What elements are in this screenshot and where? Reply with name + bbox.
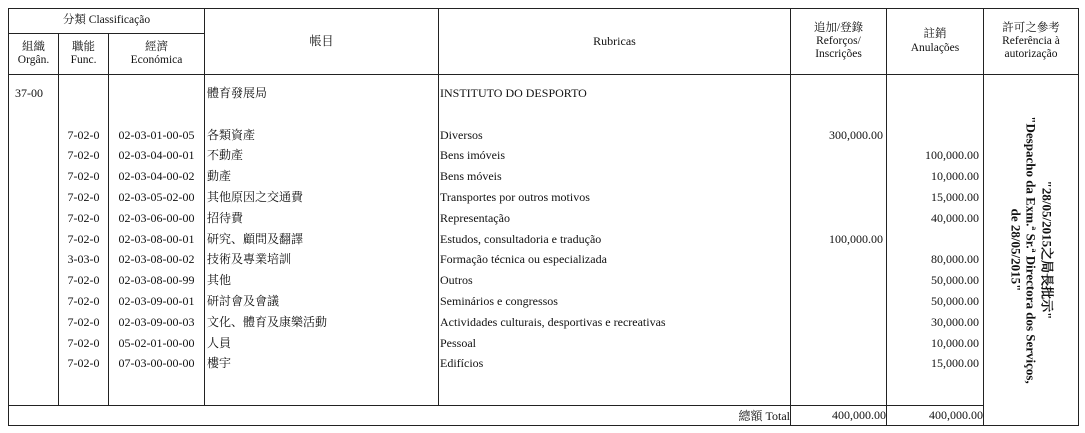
func-code: 3-03-0 [67, 252, 100, 267]
category-name: 動產 [207, 169, 232, 184]
category-name: 文化、體育及康樂活動 [207, 314, 328, 329]
rubric-name: Transportes por outros motivos [440, 189, 590, 204]
rubric-name: Bens imóveis [440, 148, 505, 163]
annul-amount: 40,000.00 [931, 210, 979, 225]
econ-code: 02-03-08-00-02 [118, 252, 195, 267]
organ-column [9, 75, 59, 406]
annul-amount: 10,000.00 [931, 335, 979, 350]
reinforce-amount [791, 353, 886, 374]
category-name: 研討會及會議 [207, 293, 280, 308]
annul-amount: 50,000.00 [931, 273, 979, 288]
annul-amount: 50,000.00 [931, 293, 979, 308]
reinforce-amount [791, 166, 886, 187]
econ-code: 07-03-00-00-00 [118, 356, 195, 371]
func-code: 7-02-0 [67, 148, 100, 163]
reinforce-amount [791, 333, 886, 354]
annul-amount [887, 229, 983, 250]
category-name: 其他 [207, 273, 232, 288]
annul-amount [887, 125, 983, 146]
econ-code: 02-03-08-00-01 [118, 231, 195, 246]
total-label: 總額 Total [9, 406, 791, 426]
rubric-name: Diversos [440, 127, 483, 142]
rubric-name: Bens móveis [440, 169, 502, 184]
authorization-text: "28/05/2015之局長批示" "Despacho da Exm.ª Sr.ª Directora dos Serviços, de 28/05/2015" [1008, 116, 1055, 384]
func-code: 7-02-0 [67, 293, 100, 308]
econ-code: 02-03-01-00-05 [118, 127, 195, 142]
rubric-column [439, 75, 791, 406]
reinforce-amount [791, 187, 886, 208]
reinforce-amount [791, 312, 886, 333]
category-name: 樓宇 [207, 356, 232, 371]
authorization-cell [984, 75, 1079, 426]
rubrics-header: Rubricas [439, 9, 791, 75]
rubric-name: Pessoal [440, 335, 476, 350]
reinforce-amount [791, 270, 886, 291]
func-code: 7-02-0 [67, 273, 100, 288]
func-code: 7-02-0 [67, 231, 100, 246]
econ-code: 05-02-01-00-00 [118, 335, 195, 350]
reinforce-amount [791, 208, 886, 229]
category-header: 帳目 [205, 9, 439, 75]
category-name: 招待費 [207, 210, 244, 225]
econ-code: 02-03-04-00-02 [118, 169, 195, 184]
func-code: 7-02-0 [67, 356, 100, 371]
annul-amount: 10,000.00 [931, 169, 979, 184]
rubric-name: Actividades culturais, desportivas e recreativas [440, 314, 666, 329]
reinforcements-header: 追加/登錄 Reforços/ Inscrições [791, 9, 887, 75]
annul-amount: 15,000.00 [931, 189, 979, 204]
rubric-name: Outros [440, 273, 473, 288]
rubric-name: Formação técnica ou especializada [440, 252, 607, 267]
annul-column [887, 75, 984, 406]
func-column [59, 75, 109, 406]
org-rubric: INSTITUTO DO DESPORTO [440, 86, 587, 100]
econ-code: 02-03-06-00-00 [118, 210, 195, 225]
authorization-header: 許可之參考 Referência à autorização [984, 9, 1079, 75]
reinforce-amount [791, 249, 886, 270]
rubric-name: Representação [440, 210, 510, 225]
reinforce-amount [791, 145, 886, 166]
reinforce-amount: 300,000.00 [829, 127, 883, 142]
econ-code: 02-03-08-00-99 [118, 273, 195, 288]
func-code: 7-02-0 [67, 127, 100, 142]
category-column [205, 75, 439, 406]
reinforce-column [791, 75, 887, 406]
category-name: 其他原因之交通費 [207, 189, 304, 204]
func-code: 7-02-0 [67, 335, 100, 350]
category-name: 人員 [207, 335, 232, 350]
annul-amount: 80,000.00 [931, 252, 979, 267]
reinforce-amount [791, 291, 886, 312]
category-name: 不動產 [207, 148, 244, 163]
total-annul: 400,000.00 [887, 406, 984, 426]
annul-amount: 100,000.00 [925, 148, 979, 163]
budget-table [8, 8, 1079, 426]
annul-amount: 15,000.00 [931, 356, 979, 371]
econ-code: 02-03-04-00-01 [118, 148, 195, 163]
annulments-header: 註銷 Anulações [887, 9, 984, 75]
func-code: 7-02-0 [67, 210, 100, 225]
func-code: 7-02-0 [67, 314, 100, 329]
reinforce-amount: 100,000.00 [829, 231, 883, 246]
total-reinforce: 400,000.00 [791, 406, 887, 426]
rubric-name: Estudos, consultadoria e tradução [440, 231, 602, 246]
func-code: 7-02-0 [67, 189, 100, 204]
func-header: 職能 Func. [59, 34, 109, 75]
annul-amount: 30,000.00 [931, 314, 979, 329]
econ-header: 經濟 Económica [109, 34, 205, 75]
econ-code: 02-03-09-00-01 [118, 293, 195, 308]
econ-column [109, 75, 205, 406]
category-name: 研究、顧問及翻譯 [207, 231, 304, 246]
organ-header: 組織 Orgân. [9, 34, 59, 75]
org-name: 體育發展局 [207, 86, 268, 100]
func-code: 7-02-0 [67, 169, 100, 184]
category-name: 技術及專業培訓 [207, 252, 292, 267]
econ-code: 02-03-09-00-03 [118, 314, 195, 329]
econ-code: 02-03-05-02-00 [118, 189, 195, 204]
category-name: 各類資產 [207, 127, 256, 142]
org-code: 37-00 [15, 86, 43, 100]
rubric-name: Seminários e congressos [440, 293, 558, 308]
rubric-name: Edifícios [440, 356, 484, 371]
classification-header: 分類 Classificação [9, 9, 205, 34]
